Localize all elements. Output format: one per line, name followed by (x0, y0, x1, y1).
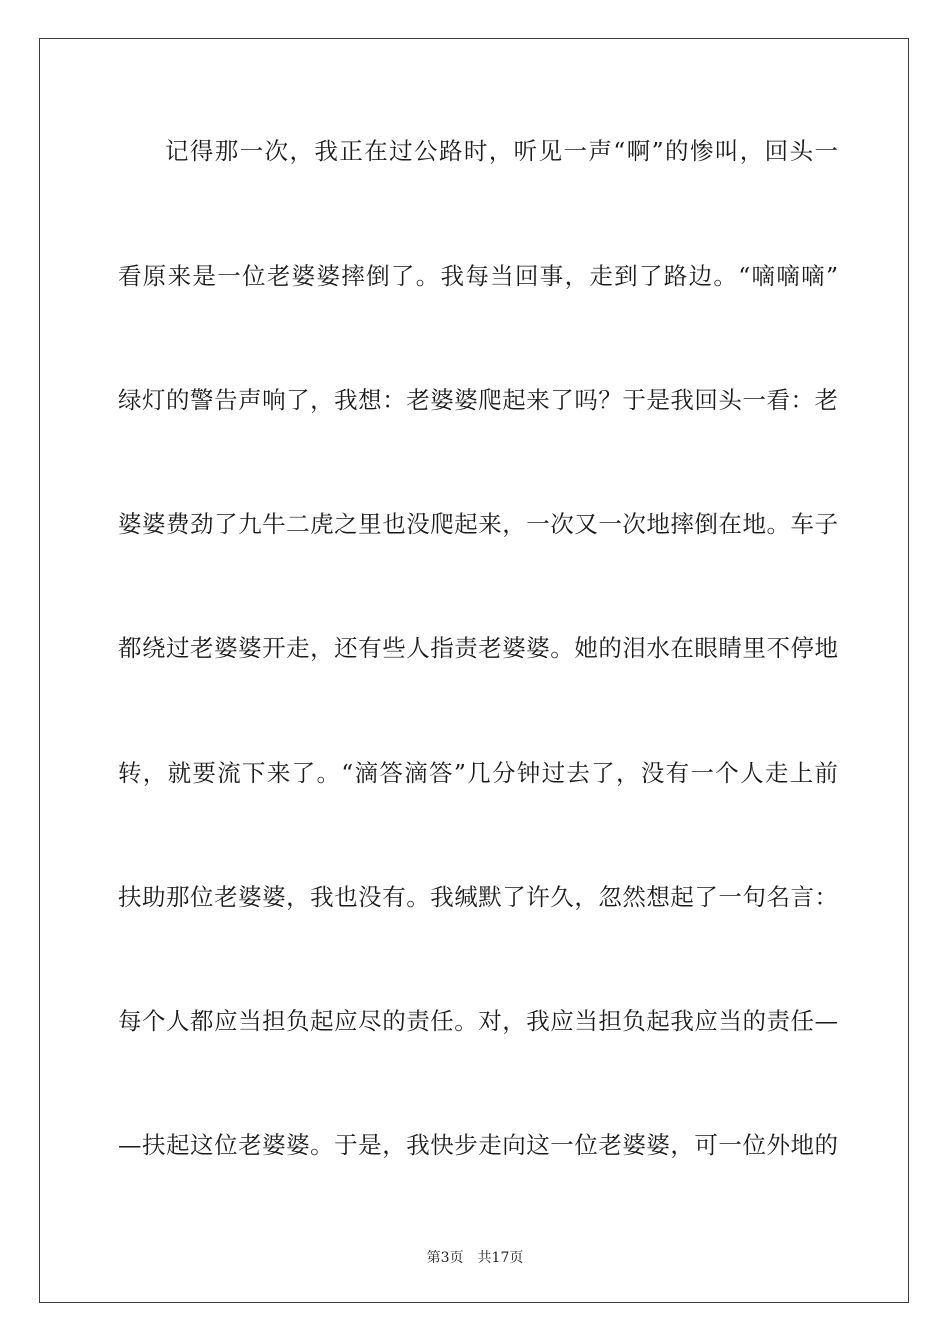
paragraph-line: 看原来是一位老婆婆摔倒了。我每当回事，走到了路边。“嘀嘀嘀” (118, 262, 838, 290)
paragraph-line: 记得那一次，我正在过公路时，听见一声“啊”的惨叫，回头一 (165, 137, 838, 165)
page-border (39, 38, 909, 1303)
page-footer (0, 1247, 950, 1267)
paragraph-line: —扶起这位老婆婆。于是，我快步走向这一位老婆婆，可一位外地的 (118, 1131, 838, 1159)
paragraph-line: 都绕过老婆婆开走，还有些人指责老婆婆。她的泪水在眼睛里不停地 (118, 634, 838, 662)
paragraph-line: 婆婆费劲了九牛二虎之里也没爬起来，一次又一次地摔倒在地。车子 (118, 510, 838, 538)
paragraph-line: 扶助那位老婆婆，我也没有。我缄默了许久，忽然想起了一句名言： (118, 883, 838, 911)
page-total: 共17页 (477, 1250, 524, 1266)
page-number: 第3页 (426, 1250, 464, 1266)
paragraph-line: 绿灯的警告声响了，我想：老婆婆爬起来了吗？于是我回头一看：老 (118, 386, 838, 414)
paragraph-line: 每个人都应当担负起应尽的责任。对，我应当担负起我应当的责任— (118, 1007, 838, 1035)
paragraph-line: 转，就要流下来了。“滴答滴答”几分钟过去了，没有一个人走上前 (118, 759, 838, 787)
